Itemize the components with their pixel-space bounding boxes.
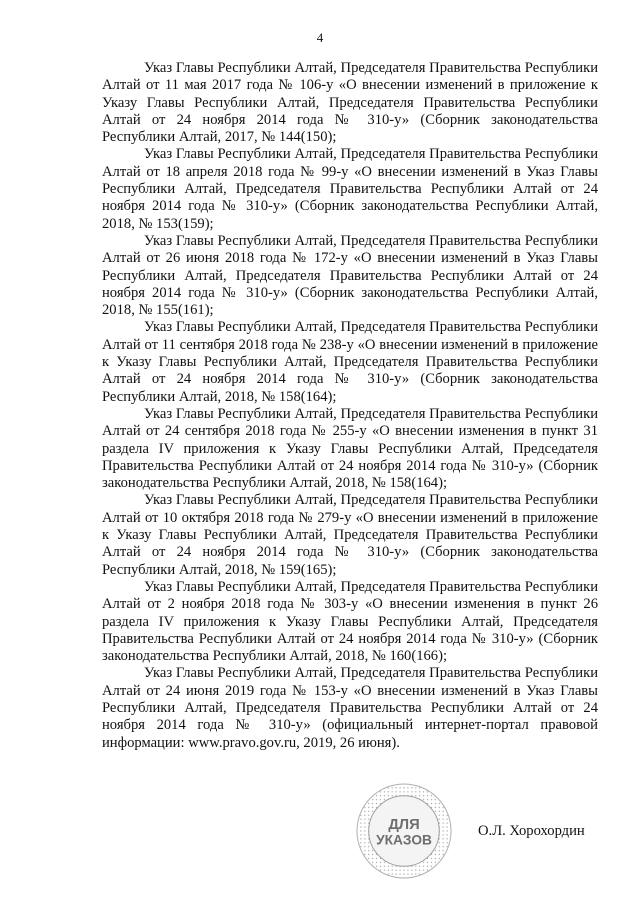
- decree-paragraph: Указ Главы Республики Алтай, Председателя Правительства Республики Алтай от 11 мая 2017 года № 106-у «О внесении изменений в приложение к Указу Главы Республики Алтай, Председателя Правительства Республики Алтай от 24 ноября 2014 года № 310-у» (Сборник законодательства Республики Алтай, 2017, № 144(150);: [102, 60, 598, 146]
- decree-paragraph: Указ Главы Республики Алтай, Председателя Правительства Республики Алтай от 18 апреля 2018 года № 99-у «О внесении изменений в Указ Главы Республики Алтай, Председателя Правительства Республики Алтай от 24 ноября 2014 года № 310-у» (Сборник законодательства Республики Алтай, 2018, № 153(159);: [102, 146, 598, 232]
- page-number: 4: [316, 30, 324, 45]
- signatory-name: О.Л. Хорохордин: [478, 823, 585, 839]
- decree-paragraph: Указ Главы Республики Алтай, Председателя Правительства Республики Алтай от 2 ноября 2018 года № 303-у «О внесении изменения в пункт 26 раздела IV приложения к Указу Главы Республики Алтай, Председателя Правительства Республики Алтай от 24 ноября 2014 года № 310-у» (Сборник законодательства Республики Алтай, 2018, № 160(166);: [102, 578, 598, 665]
- official-stamp: [355, 782, 453, 880]
- document-body: [102, 60, 598, 752]
- stamp-line-1: ДЛЯ: [388, 817, 420, 834]
- decree-paragraph: Указ Главы Республики Алтай, Председателя Правительства Республики Алтай от 24 июня 2019 года № 153-у «О внесении изменений в Указ Главы Республики Алтай, Председателя Правительства Республики Алтай от 24 ноября 2014 года № 310-у» (официальный интернет-портал правовой информации: www.pravo.gov.ru, 2019, 26 июня).: [102, 665, 598, 751]
- decree-paragraph: Указ Главы Республики Алтай, Председателя Правительства Республики Алтай от 11 сентября 2018 года № 238-у «О внесении изменений в приложение к Указу Главы Республики Алтай, Председателя Правительства Республики Алтай от 24 ноября 2014 года № 310-у» (Сборник законодательства Республики Алтай, 2018, № 158(164);: [102, 319, 598, 405]
- decree-paragraph: Указ Главы Республики Алтай, Председателя Правительства Республики Алтай от 10 октября 2018 года № 279-у «О внесении изменений в приложение к Указу Главы Республики Алтай, Председателя Правительства Республики Алтай от 24 ноября 2014 года № 310-у» (Сборник законодательства Республики Алтай, 2018, № 159(165);: [102, 492, 598, 578]
- decree-paragraph: Указ Главы Республики Алтай, Председателя Правительства Республики Алтай от 26 июня 2018 года № 172-у «О внесении изменений в Указ Главы Республики Алтай, Председателя Правительства Республики Алтай от 24 ноября 2014 года № 310-у» (Сборник законодательства Республики Алтай, 2018, № 155(161);: [102, 232, 598, 319]
- stamp-line-2: УКАЗОВ: [376, 832, 432, 848]
- signature-block: [0, 770, 640, 880]
- decree-paragraph: Указ Главы Республики Алтай, Председателя Правительства Республики Алтай от 24 сентября 2018 года № 255-у «О внесении изменения в пункт 31 раздела IV приложения к Указу Главы Республики Алтай, Председателя Правительства Республики Алтай от 24 ноября 2014 года № 310-у» (Сборник законодательства Республики Алтай, 2018, № 158(164);: [102, 405, 598, 492]
